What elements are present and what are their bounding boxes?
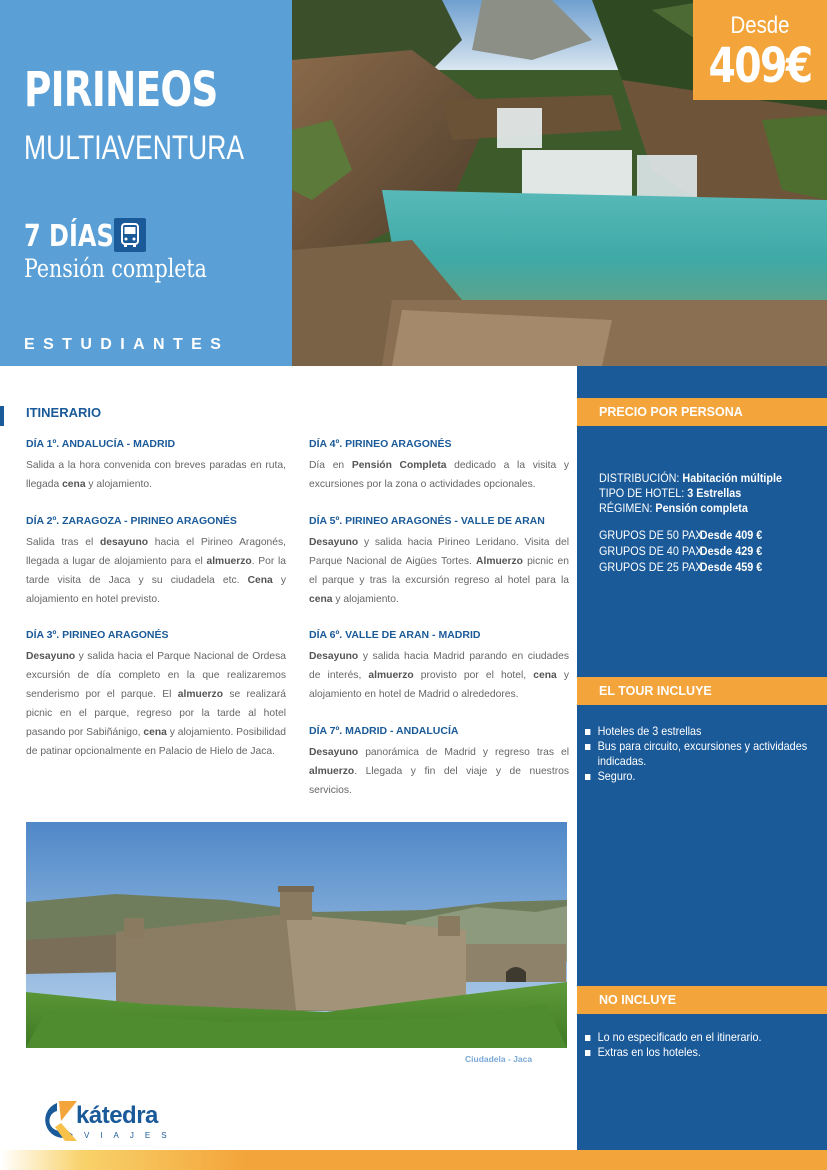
hero-subtitle: MULTIAVENTURA <box>24 129 245 167</box>
itinerary-day-7 <box>309 725 569 800</box>
includes-heading: EL TOUR INCLUYE <box>577 677 827 705</box>
list-item: Seguro. <box>585 769 819 784</box>
day-title: DÍA 1º. ANDALUCÍA - MADRID <box>26 438 176 450</box>
audience-tag: ESTUDIANTES <box>24 336 230 353</box>
day-text: Desayuno y salida hacia Madrid parando en ciudades de interés, almuerzo provisto por el hotel, cena y alojamiento en hotel de Madrid o alrededores. <box>309 651 569 700</box>
day-text: Día en Pensión Completa dedicado a la visita y excursiones por la zona o actividades opcionales. <box>309 460 570 490</box>
day-title: DÍA 4º. PIRINEO ARAGONÉS <box>309 438 452 450</box>
bus-icon <box>114 218 146 252</box>
price-section-heading: PRECIO POR PERSONA <box>577 398 827 426</box>
section-marker <box>0 406 4 426</box>
itinerary-day-2 <box>26 515 286 609</box>
hero-regimen: Pensión completa <box>24 254 207 283</box>
excludes-list <box>585 1030 821 1060</box>
itinerary-day-5 <box>309 515 569 609</box>
day-text: Desayuno y salida hacia Pirineo Leridano. Visita del Parque Nacional de Aigües Tortes. Almuerzo picnic en el parque y tras la excursión regreso al hotel para la cena y alojamiento. <box>309 537 569 605</box>
day-title: DÍA 3º. PIRINEO ARAGONÉS <box>26 629 169 641</box>
itinerary-day-1 <box>26 438 286 494</box>
trip-duration: 7 DÍAS <box>24 219 114 254</box>
hotel-type-line: TIPO DE HOTEL: 3 Estrellas <box>599 486 742 500</box>
list-item: Lo no especificado en el itinerario. <box>585 1030 819 1045</box>
group-price-row: GRUPOS DE 50 PAX.Desde 409 € <box>599 528 763 542</box>
price-badge <box>693 0 827 100</box>
day-text: Desayuno panorámica de Madrid y regreso tras el almuerzo. Llegada y fin del viaje y de nuestros servicios. <box>309 747 569 796</box>
price-amount: 409€ <box>708 38 812 94</box>
day-title: DÍA 5º. PIRINEO ARAGONÉS - VALLE DE ARAN <box>309 515 545 527</box>
list-item: Extras en los hoteles. <box>585 1045 819 1060</box>
itinerary-day-4 <box>309 438 569 494</box>
day-title: DÍA 2º. ZARAGOZA - PIRINEO ARAGONÉS <box>26 515 237 527</box>
list-item: Hoteles de 3 estrellas <box>585 724 819 739</box>
photo-caption: Ciudadela - Jaca <box>465 1054 533 1064</box>
day-text: Salida tras el desayuno hacia el Pirineo Aragonés, llegada a lugar de alojamiento para el almuerzo. Por la tarde visita de Jaca y su ciudadela etc. Cena y alojamiento en hotel previsto. <box>26 537 287 605</box>
day-title: DÍA 6º. VALLE DE ARAN - MADRID <box>309 629 481 641</box>
hero-panel <box>0 0 292 366</box>
regimen-line: RÉGIMEN: Pensión completa <box>599 501 748 515</box>
day-text: Desayuno y salida hacia el Parque Nacional de Ordesa excursión de día completo en la que realizaremos senderismo por el parque. El almuerzo se realizará picnic en el parque, regreso por la tarde al hotel pasando por Sabiñánigo, cena y alojamiento. Posibilidad de patinar opcionalmente en Palacio de Hielo de Jaca. <box>26 651 286 757</box>
group-price-row: GRUPOS DE 25 PAX.Desde 459 € <box>599 560 763 574</box>
day-title: DÍA 7º. MADRID - ANDALUCÍA <box>309 725 459 737</box>
excludes-heading: NO INCLUYE <box>577 986 827 1014</box>
itinerary-day-6 <box>309 629 569 704</box>
info-panel <box>577 366 827 1150</box>
hero-title: PIRINEOS <box>24 62 218 118</box>
group-price-row: GRUPOS DE 40 PAX.Desde 429 € <box>599 544 763 558</box>
itinerary-heading: ITINERARIO <box>26 405 102 420</box>
includes-list <box>585 724 821 784</box>
distribution-line: DISTRIBUCIÓN: Habitación múltiple <box>599 471 783 485</box>
brand-name: kátedra <box>76 1102 158 1129</box>
footer-color-bar <box>0 1150 827 1170</box>
price-from-label: Desde <box>730 12 790 39</box>
list-item: Bus para circuito, excursiones y actividades indicadas. <box>585 739 819 769</box>
katedra-logo-icon <box>35 1097 79 1145</box>
brand-subtitle: VIAJES <box>84 1131 178 1140</box>
citadel-photo <box>26 822 567 1048</box>
day-text: Salida a la hora convenida con breves paradas en ruta, llegada cena y alojamiento. <box>26 460 286 490</box>
itinerary-day-3 <box>26 629 286 761</box>
